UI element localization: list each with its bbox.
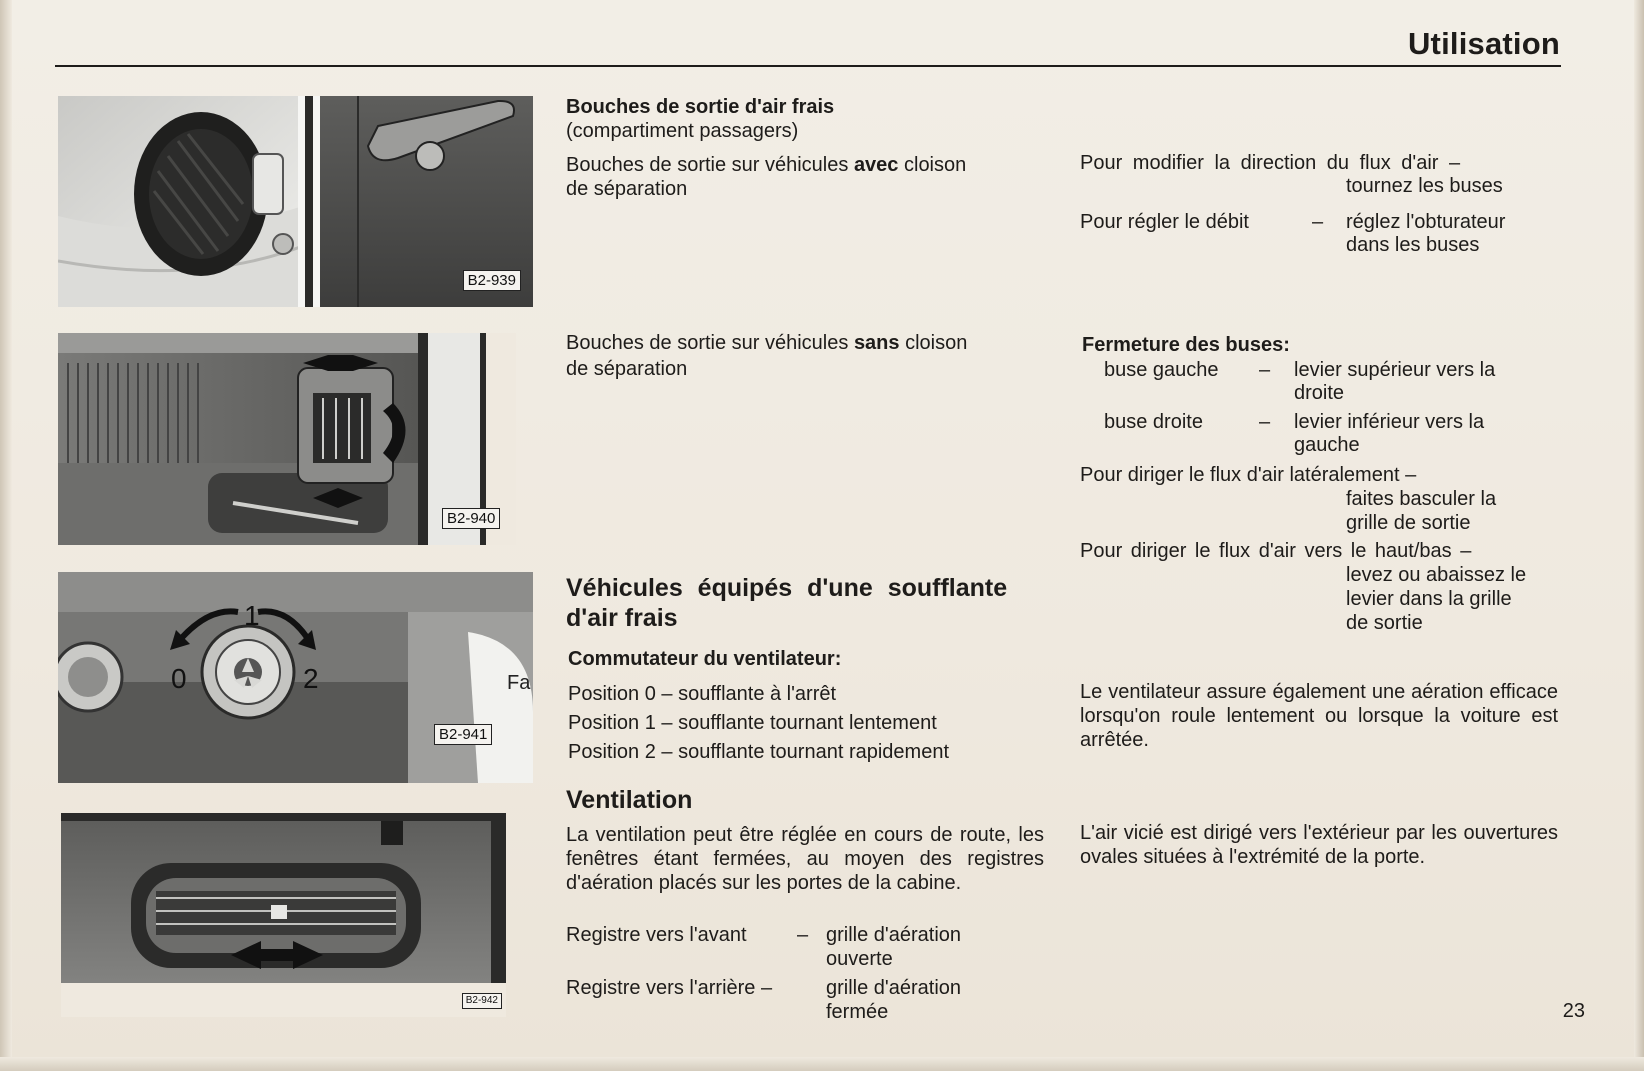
page-bottom-edge (0, 1057, 1644, 1071)
section-title: Utilisation (1407, 26, 1560, 61)
registre-avant-value: grille d'aération (826, 924, 962, 946)
bouches-sans-line2: de séparation (566, 358, 688, 380)
fan-position-0-label: 0 (171, 663, 187, 694)
figure-code: B2-941 (434, 724, 492, 745)
hautbas-line4: de sortie (1346, 612, 1423, 634)
air-vicie-paragraph: L'air vicié est dirigé vers l'extérieur par les ouvertures ovales situées à l'extrémité de la porte. (1080, 822, 1558, 868)
bouches-subtitle: (compartiment passagers) (566, 120, 799, 142)
position-1-text: Position 1 – soufflante tournant lentement (568, 712, 937, 734)
buse-droite-value: levier inférieur vers la (1294, 411, 1485, 433)
registre-avant-label: Registre vers l'avant (566, 924, 747, 946)
position-0-text: Position 0 – soufflante à l'arrêt (568, 683, 837, 705)
fan-position-2-label: 2 (303, 663, 319, 694)
buse-droite-dash: – (1259, 411, 1271, 433)
hautbas-line3: levier dans la grille (1346, 588, 1512, 610)
bouches-avec: Bouches de sortie sur véhicules avec cloison (566, 154, 967, 176)
position-2-text: Position 2 – soufflante tournant rapidement (568, 741, 949, 763)
buse-droite-label: buse droite (1104, 411, 1203, 433)
buse-gauche-value: levier supérieur vers la (1294, 359, 1496, 381)
registre-avant-value-2: ouverte (826, 948, 893, 970)
hautbas-line1: Pour diriger le flux d'air vers le haut/bas – (1080, 540, 1472, 562)
ventilation-paragraph: La ventilation peut être réglée en cours de route, les fenêtres étant fermées, au moyen des registres d'aération placés sur les portes de la cabine. (566, 824, 1044, 894)
bouches-avec-line2: de séparation (566, 178, 688, 200)
debit-value-2: dans les buses (1346, 234, 1480, 256)
direction-line2: tournez les buses (1346, 175, 1503, 197)
buse-gauche-dash: – (1259, 359, 1271, 381)
photo-b2-940 (58, 333, 516, 545)
figure-code: B2-939 (463, 270, 521, 291)
header-rule (55, 65, 1561, 67)
commutateur-title: Commutateur du ventilateur: (568, 648, 842, 670)
photo-b2-939 (58, 96, 533, 307)
figure-code: B2-940 (442, 508, 500, 529)
buse-droite-value-2: gauche (1294, 434, 1360, 456)
registre-arriere-value: grille d'aération (826, 977, 962, 999)
photo-b2-941 (58, 572, 533, 783)
direction-line1: Pour modifier la direction du flux d'air – (1080, 152, 1461, 174)
registre-avant-dash: – (797, 924, 809, 946)
debit-label: Pour régler le débit (1080, 211, 1249, 233)
photo-b2-942 (61, 813, 506, 1017)
fan-position-1-label: 1 (244, 600, 260, 631)
bouches-title: Bouches de sortie d'air frais (566, 96, 835, 118)
buse-gauche-value-2: droite (1294, 382, 1345, 404)
fal-label: Fa (507, 672, 531, 694)
buse-gauche-label: buse gauche (1104, 359, 1219, 381)
bouches-sans: Bouches de sortie sur véhicules sans cloison (566, 332, 968, 354)
page-spine (0, 0, 12, 1071)
debit-value: réglez l'obturateur (1346, 211, 1506, 233)
soufflante-heading: Véhicules équipés d'une soufflante (566, 574, 1008, 602)
figure-code: B2-942 (462, 993, 502, 1009)
ventilateur-paragraph: Le ventilateur assure également une aération efficace lorsqu'on roule lentement ou lorsque la voiture est arrêtée. (1080, 681, 1558, 751)
lateral-line2: faites basculer la (1346, 488, 1497, 510)
registre-arriere-value-2: fermée (826, 1001, 889, 1023)
registre-arriere-label: Registre vers l'arrière – (566, 977, 773, 999)
lateral-line1: Pour diriger le flux d'air latéralement – (1080, 464, 1417, 486)
soufflante-heading-line2: d'air frais (566, 604, 678, 632)
fermeture-title: Fermeture des buses: (1082, 334, 1290, 356)
page-number: 23 (1562, 1000, 1585, 1022)
hautbas-line2: levez ou abaissez le (1346, 564, 1527, 586)
lateral-line3: grille de sortie (1346, 512, 1471, 534)
ventilation-heading: Ventilation (566, 786, 693, 814)
debit-dash: – (1312, 211, 1324, 233)
page-edge (1634, 0, 1644, 1071)
